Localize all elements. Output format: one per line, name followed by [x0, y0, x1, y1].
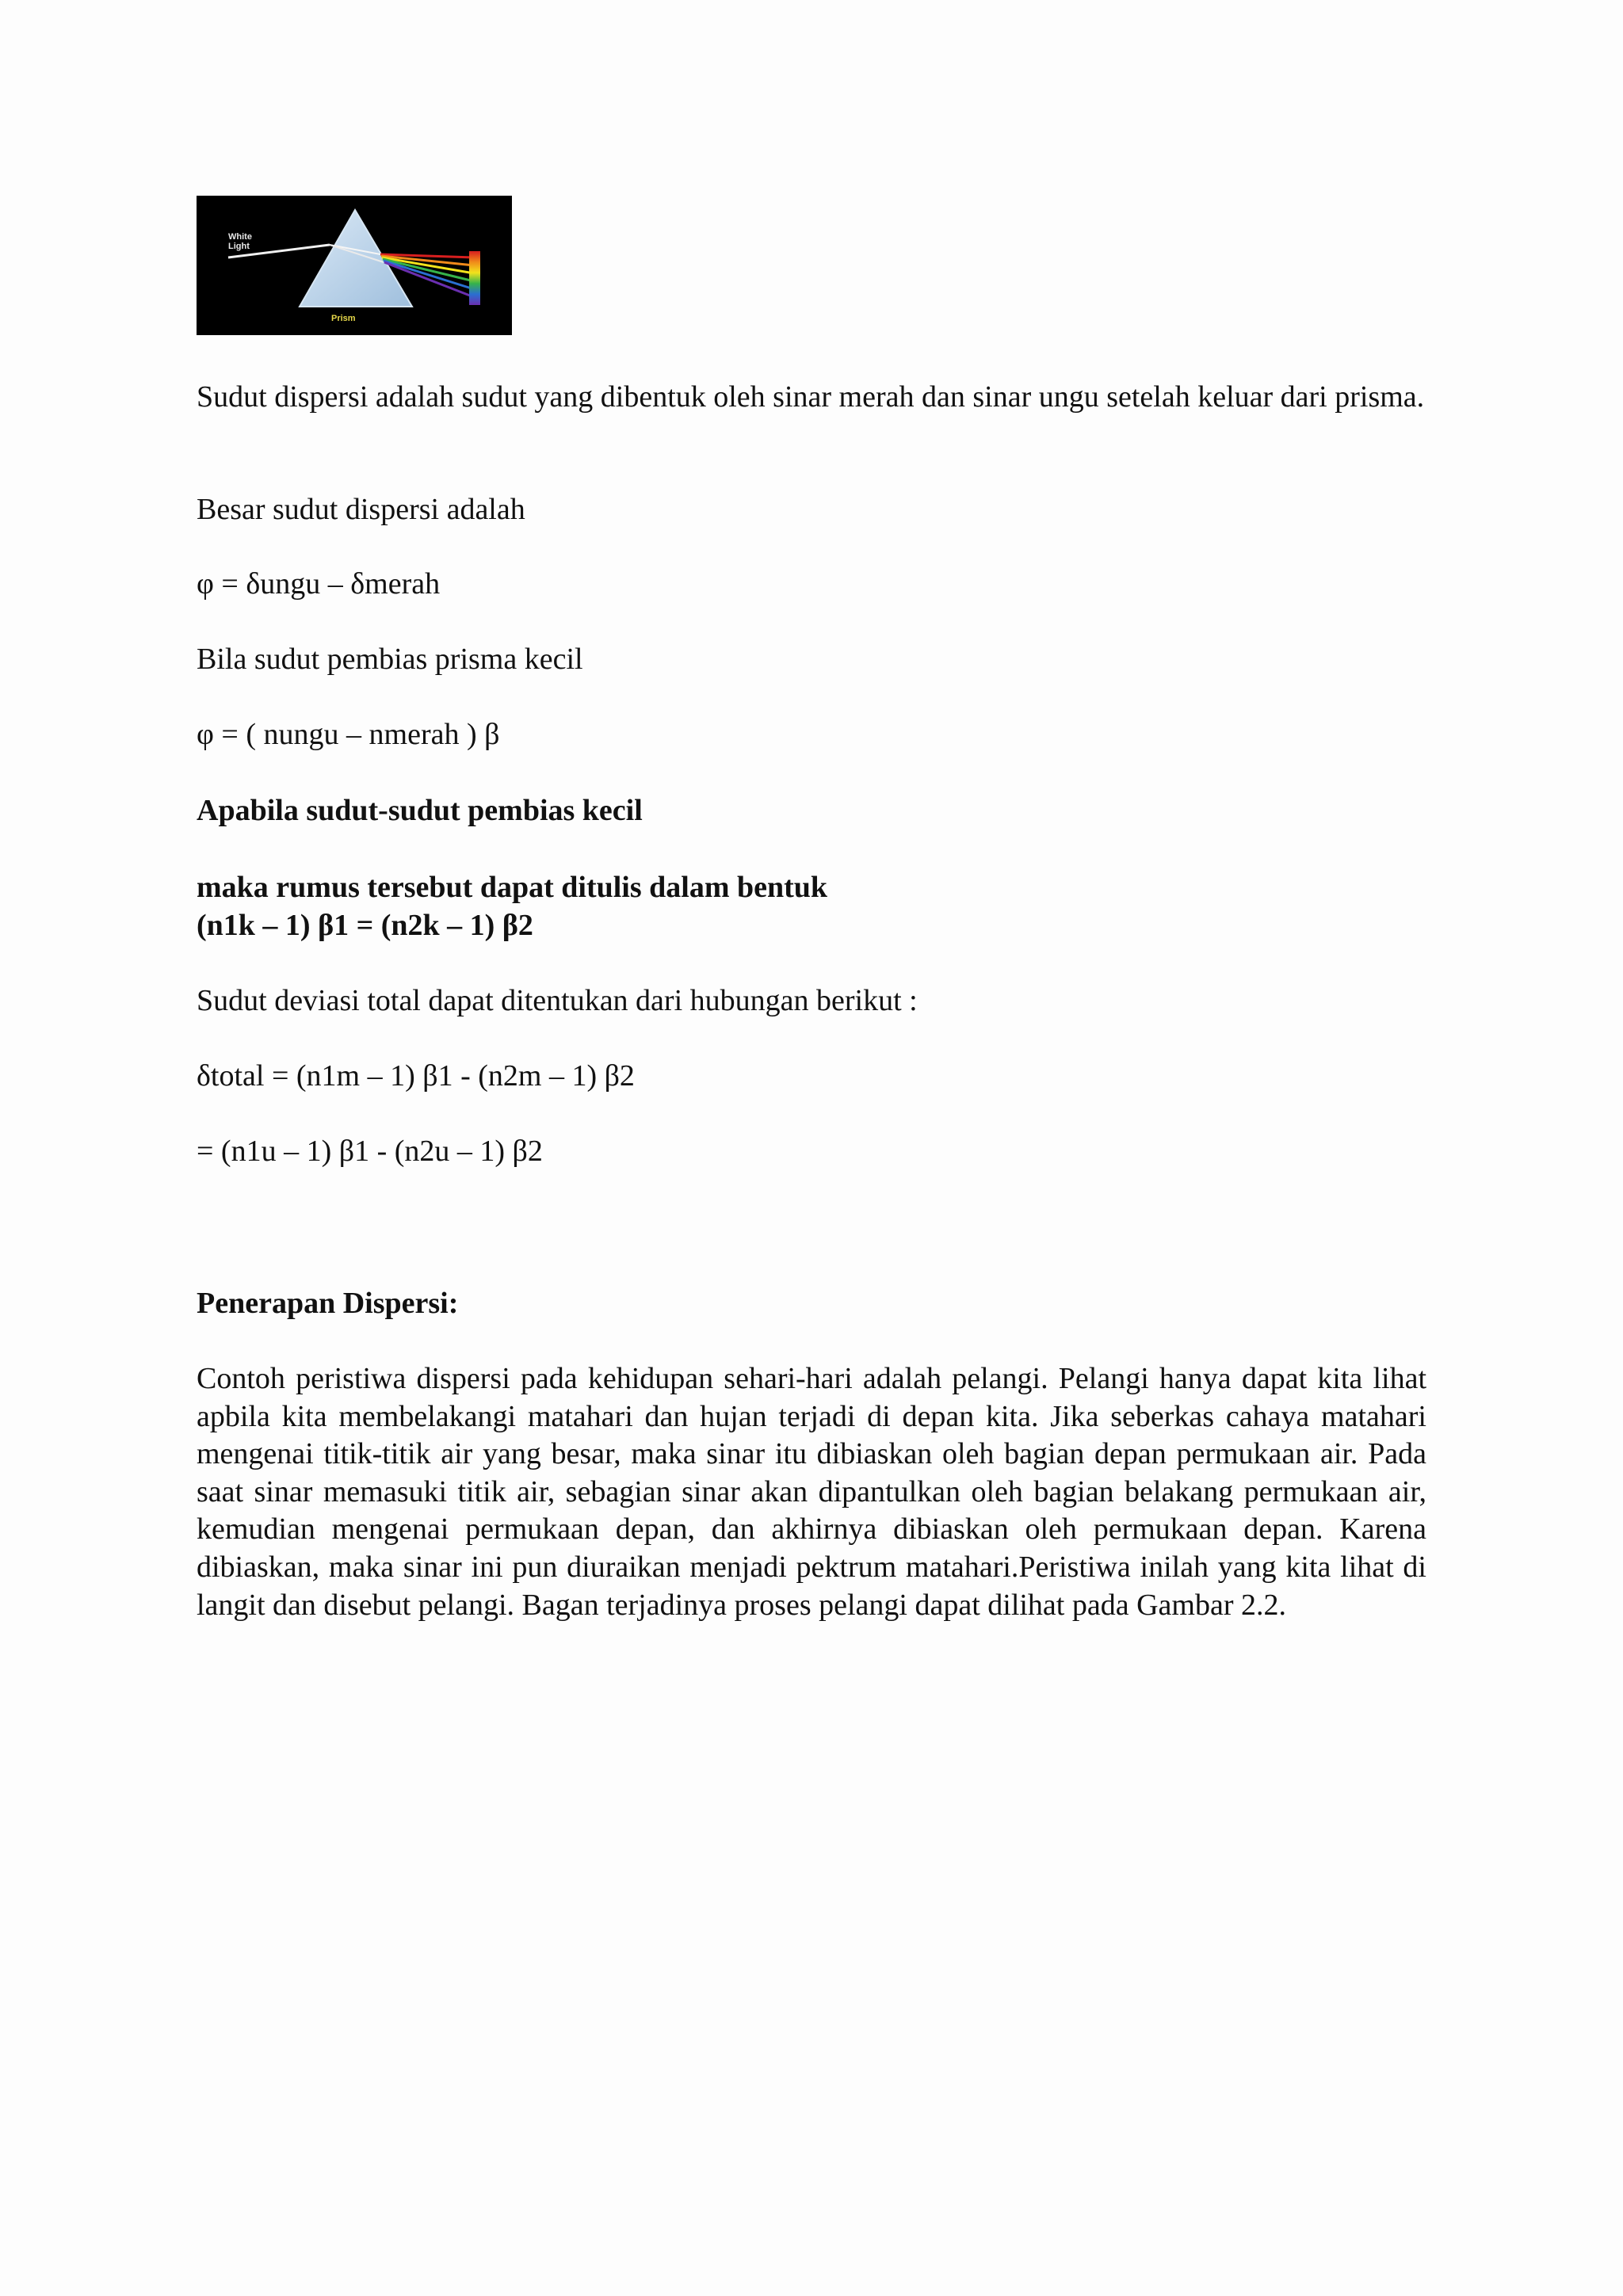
- paragraph-dispersion-definition: Sudut dispersi adalah sudut yang dibentuk oleh sinar merah dan sinar ungu setelah keluar dari prisma.: [197, 380, 1425, 414]
- paragraph-rainbow-application: Contoh peristiwa dispersi pada kehidupan sehari-hari adalah pelangi. Pelangi hanya dapat kita lihat apbila kita membelakangi matahari dan hujan terjadi di depan kita. Jika seberkas cahaya matahari mengenai titik-titik air yang besar, maka sinar itu dibiaskan oleh bagian depan permukaan air. Pada saat sinar memasuki titik air, sebagian sinar akan dipantulkan oleh bagian belakang permukaan air, kemudian mengenai permukaan depan, dan akhirnya dibiaskan oleh permukaan depan. Karena dibiaskan, maka sinar ini pun diuraikan menjadi pektrum matahari.Peristiwa inilah yang kita lihat di langit dan disebut pelangi. Bagan terjadinya proses pelangi dapat dilihat pada Gambar 2.2.: [197, 1362, 1426, 1622]
- equation-small-angle: φ = ( nungu – nmerah ) β: [197, 718, 500, 751]
- white-light-label-line1: White: [228, 232, 252, 242]
- section-heading: Penerapan Dispersi:: [197, 1287, 459, 1320]
- paragraph-total-deviation: Sudut deviasi total dapat ditentukan dari hubungan berikut :: [197, 984, 918, 1017]
- paragraph-small-angle: Bila sudut pembias prisma kecil: [197, 643, 583, 676]
- prism-label: Prism: [331, 314, 356, 323]
- bold-line-small-angles: Apabila sudut-sudut pembias kecil: [197, 794, 643, 827]
- paragraph-dispersion-angle-intro: Besar sudut dispersi adalah: [197, 493, 525, 526]
- equation-total-deviation: δtotal = (n1m – 1) β1 - (n2m – 1) β2: [197, 1059, 635, 1093]
- white-light-label: [228, 232, 254, 251]
- white-light-label-line2: Light: [228, 242, 250, 251]
- prism-dispersion-figure: [197, 196, 512, 335]
- equation-total-deviation-alt: = (n1u – 1) β1 - (n2u – 1) β2: [197, 1135, 543, 1168]
- bold-equation-achromatic: (n1k – 1) β1 = (n2k – 1) β2: [197, 909, 533, 942]
- bold-line-formula-intro: maka rumus tersebut dapat ditulis dalam bentuk: [197, 871, 828, 904]
- spectrum-bar: [469, 251, 480, 305]
- equation-dispersion-angle: φ = δungu – δmerah: [197, 567, 441, 601]
